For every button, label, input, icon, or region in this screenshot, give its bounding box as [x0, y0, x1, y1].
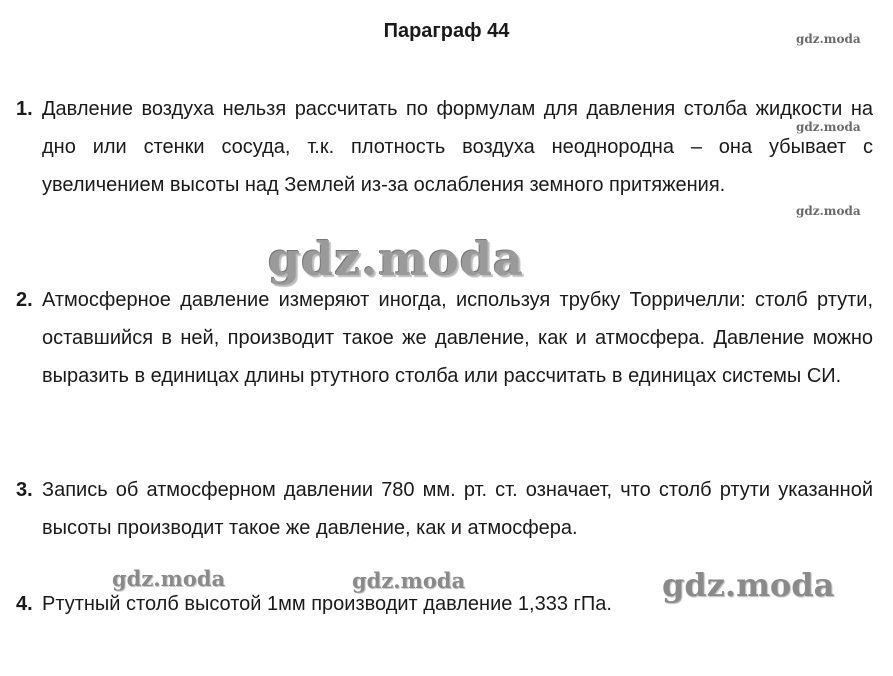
item-number: 1.	[16, 98, 33, 120]
item-text: Ртутный столб высотой 1мм производит давление 1,333 гПа.	[42, 593, 612, 615]
watermark: gdz.moda	[662, 566, 835, 604]
item-text: Запись об атмосферном давлении 780 мм. рт. ст. означает, что столб ртути указанной высоты производит такое же давление, как и атмосфера.	[42, 479, 873, 539]
answer-item-3	[16, 471, 873, 547]
answer-item-1	[16, 90, 873, 204]
watermark: gdz.moda	[796, 204, 861, 218]
item-number: 3.	[16, 479, 33, 501]
item-number: 4.	[16, 593, 33, 615]
answer-item-2	[16, 281, 873, 395]
watermark: gdz.moda	[112, 566, 226, 591]
watermark: gdz.moda	[796, 32, 861, 46]
item-number: 2.	[16, 289, 33, 311]
watermark: gdz.moda	[352, 568, 466, 593]
watermark: gdz.moda	[268, 232, 524, 286]
page-title: Параграф 44	[383, 20, 510, 42]
item-text: Давление воздуха нельзя рассчитать по формулам для давления столба жидкости на дно или стенки сосуда, т.к. плотность воздуха неоднородна – она убывает с увеличением высоты над Землей из-за ослабления земного притяжения.	[42, 98, 873, 196]
item-text: Атмосферное давление измеряют иногда, используя трубку Торричелли: столб ртути, оставшийся в ней, производит такое же давление, как и атмосфера. Давление можно выразить в единицах длины ртутного столба или рассчитать в единицах системы СИ.	[42, 289, 873, 387]
watermark: gdz.moda	[796, 120, 861, 134]
